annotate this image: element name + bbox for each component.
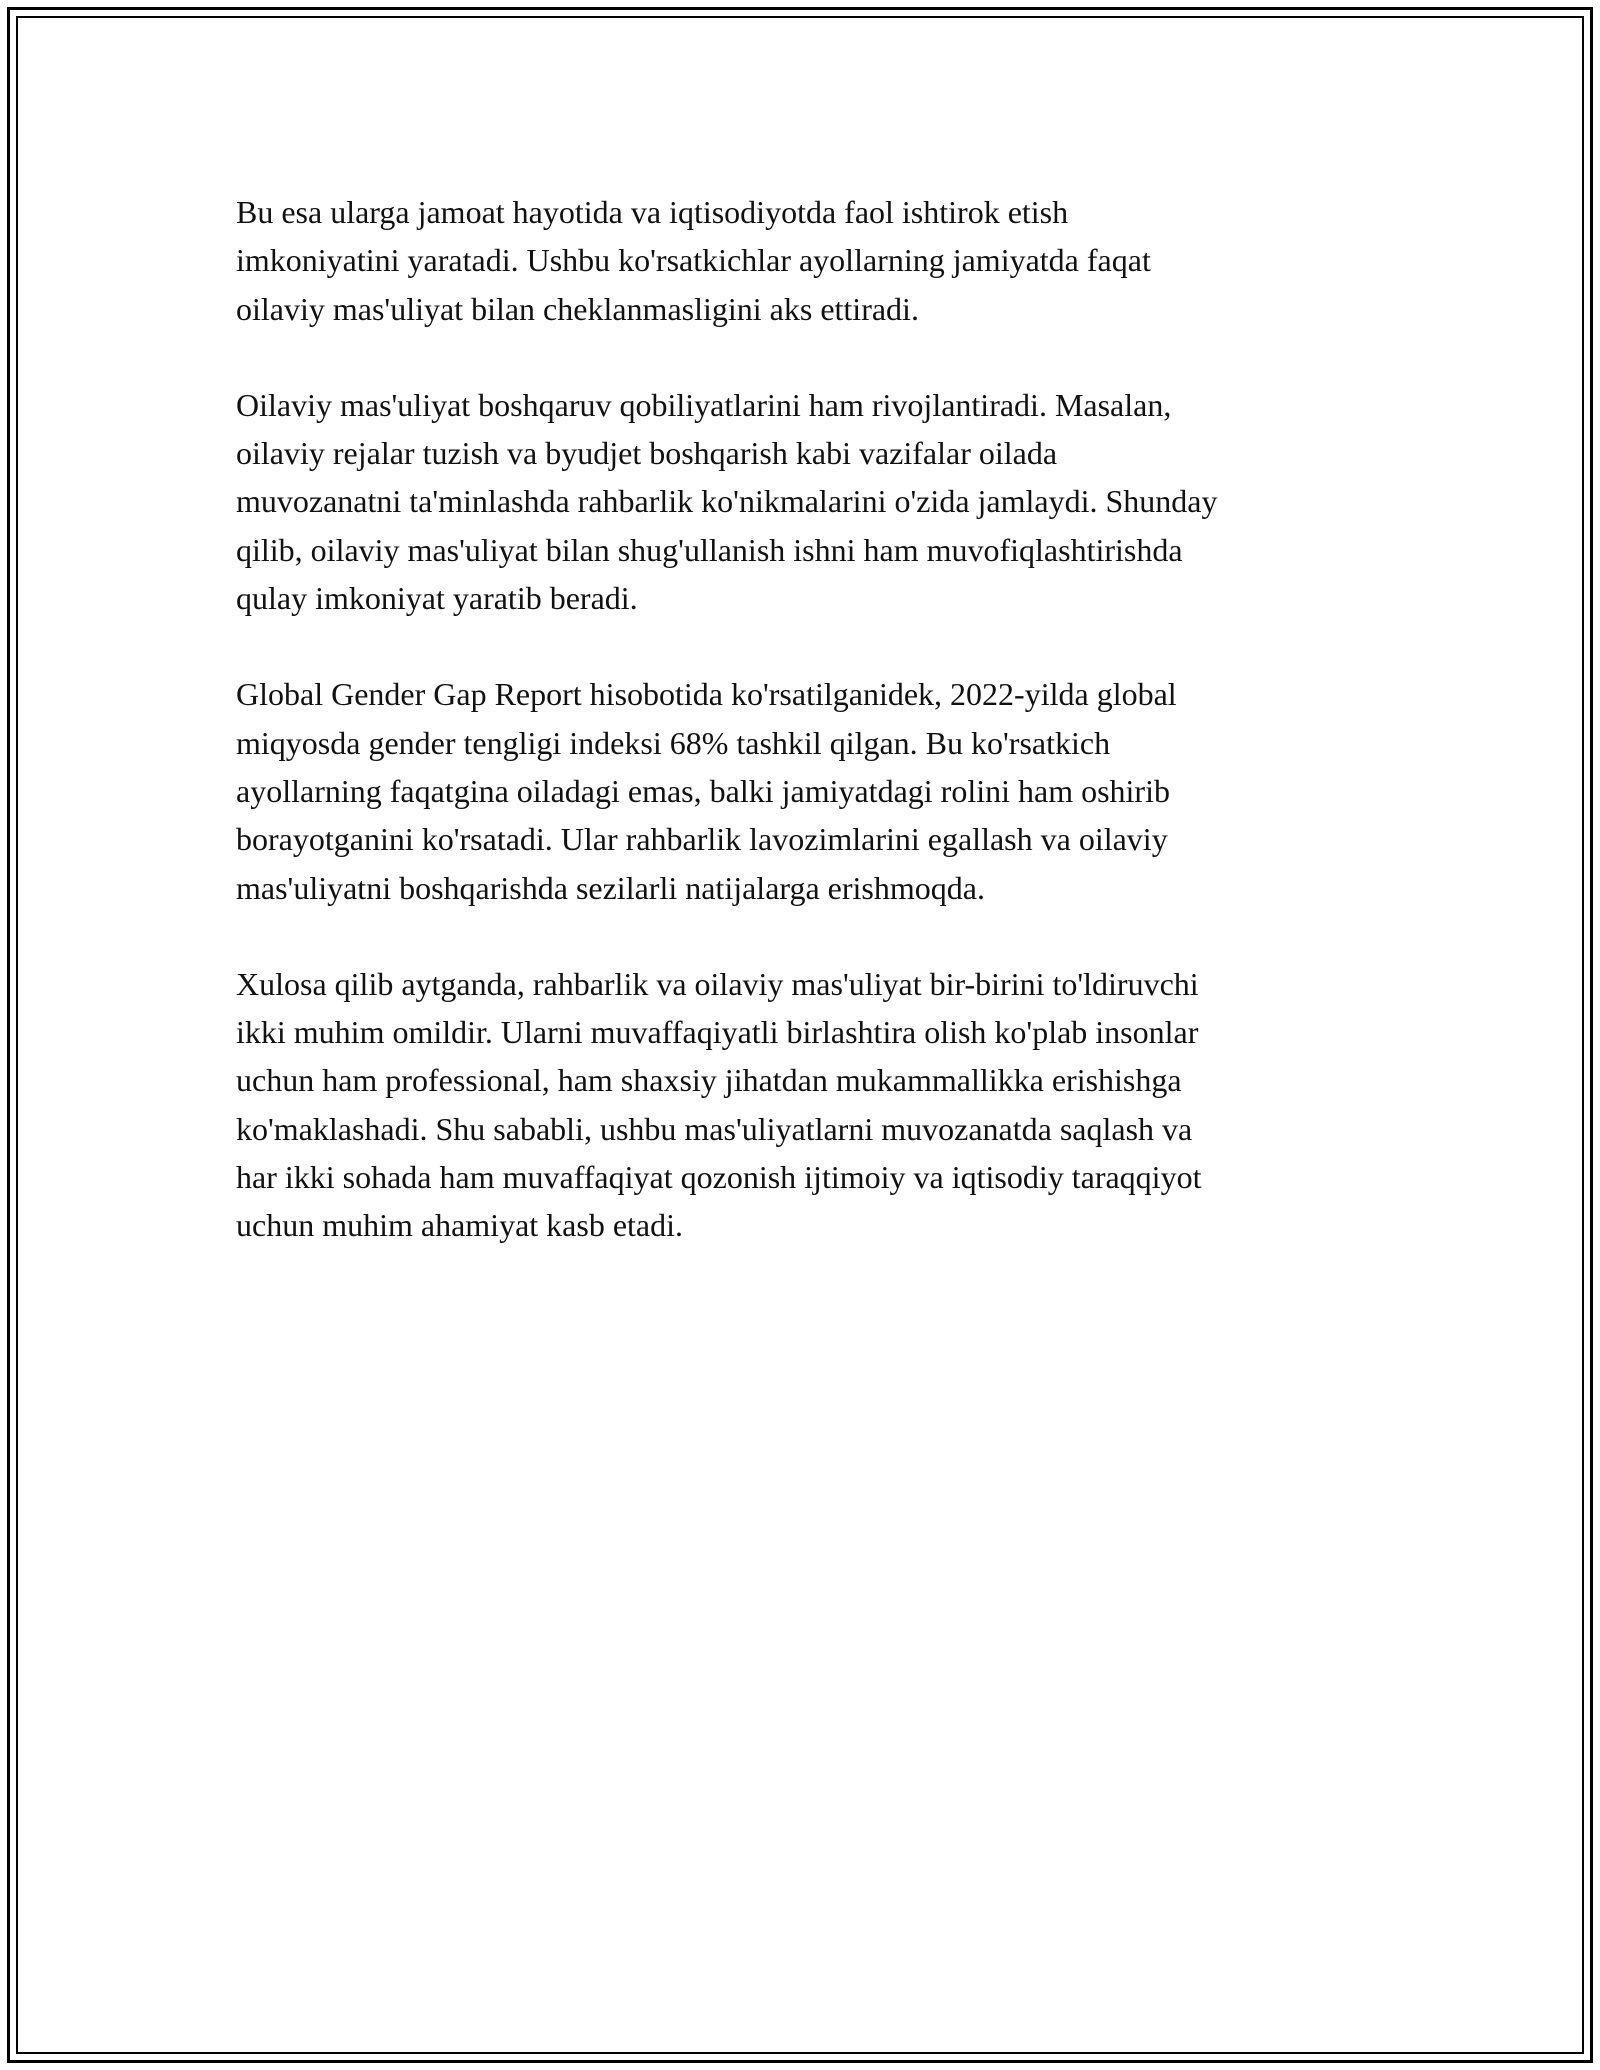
text-line: qulay imkoniyat yaratib beradi. — [236, 580, 638, 617]
text-line: mas'uliyatni boshqarishda sezilarli natijalarga erishmoqda. — [236, 869, 985, 906]
paragraph-3 — [236, 670, 1376, 911]
document-body — [236, 188, 1376, 1298]
paragraph-1 — [236, 188, 1376, 333]
text-line: Xulosa qilib aytganda, rahbarlik va oilaviy mas'uliyat bir-birini to'ldiruvchi — [236, 965, 1199, 1002]
text-line: ikki muhim omildir. Ularni muvaffaqiyatli birlashtira olish ko'plab insonlar — [236, 1014, 1199, 1051]
text-line: oilaviy rejalar tuzish va byudjet boshqarish kabi vazifalar oilada — [236, 435, 1058, 472]
text-line: har ikki sohada ham muvaffaqiyat qozonish ijtimoiy va iqtisodiy taraqqiyot — [236, 1159, 1202, 1196]
text-line: qilib, oilaviy mas'uliyat bilan shug'ullanish ishni ham muvofiqlashtirishda — [236, 531, 1183, 568]
text-line: borayotganini ko'rsatadi. Ular rahbarlik lavozimlarini egallash va oilaviy — [236, 821, 1168, 858]
paragraph-2 — [236, 381, 1376, 622]
text-line: Bu esa ularga jamoat hayotida va iqtisodiyotda faol ishtirok etish — [236, 194, 1069, 230]
text-line: Global Gender Gap Report hisobotida ko'rsatilganidek, 2022-yilda global — [236, 676, 1177, 713]
text-line: muvozanatni ta'minlashda rahbarlik ko'nikmalarini o'zida jamlaydi. Shunday — [236, 483, 1218, 520]
text-line: uchun muhim ahamiyat kasb etadi. — [236, 1207, 683, 1244]
text-line: oilaviy mas'uliyat bilan cheklanmasligini aks ettiradi. — [236, 290, 919, 327]
text-line: uchun ham professional, ham shaxsiy jihatdan mukammallikka erishishga — [236, 1062, 1182, 1099]
text-line: Oilaviy mas'uliyat boshqaruv qobiliyatlarini ham rivojlantiradi. Masalan, — [236, 386, 1172, 423]
text-line: miqyosda gender tengligi indeksi 68% tashkil qilgan. Bu ko'rsatkich — [236, 724, 1111, 761]
text-line: ko'maklashadi. Shu sababli, ushbu mas'uliyatlarni muvozanatda saqlash va — [236, 1110, 1193, 1147]
text-line: imkoniyatini yaratadi. Ushbu ko'rsatkichlar ayollarning jamiyatda faqat — [236, 242, 1151, 279]
text-line: ayollarning faqatgina oiladagi emas, balki jamiyatdagi rolini ham oshirib — [236, 772, 1170, 809]
paragraph-4 — [236, 960, 1376, 1250]
